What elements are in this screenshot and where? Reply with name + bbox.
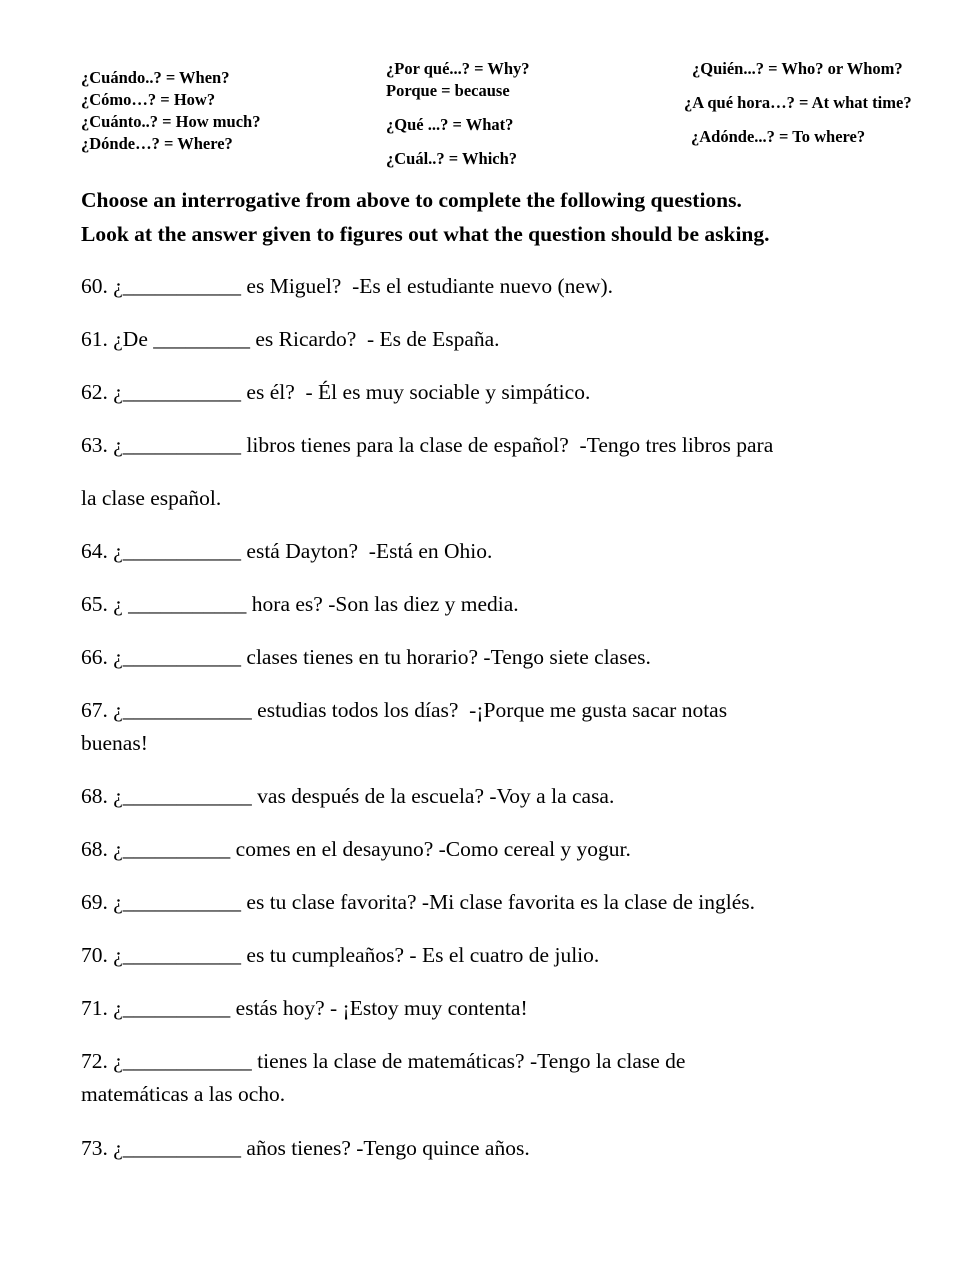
vocab-column-3 [684,58,912,148]
question-66: 66. ¿___________ clases tienes en tu horario? -Tengo siete clases. [81,645,651,669]
vocab-por-que: ¿Por qué...? = Why? [386,59,530,78]
vocab-a-que-hora: ¿A qué hora…? = At what time? [684,93,912,112]
vocab-cual: ¿Cuál..? = Which? [386,149,518,168]
question-61: 61. ¿De _________ es Ricardo? - Es de España. [81,327,500,351]
question-68b: 68. ¿__________ comes en el desayuno? -Como cereal y yogur. [81,837,631,861]
question-63: 63. ¿___________ libros tienes para la clase de español? -Tengo tres libros para [81,433,774,457]
question-62: 62. ¿___________ es él? - Él es muy sociable y simpático. [81,380,591,404]
vocab-cuando: ¿Cuándo..? = When? [81,68,230,87]
vocab-como: ¿Cómo…? = How? [81,90,216,109]
vocab-donde: ¿Dónde…? = Where? [81,134,233,153]
question-70: 70. ¿___________ es tu cumpleaños? - Es el cuatro de julio. [81,943,600,967]
question-71: 71. ¿__________ estás hoy? - ¡Estoy muy contenta! [81,996,528,1020]
vocab-column-2 [386,58,530,170]
question-64: 64. ¿___________ está Dayton? -Está en Ohio. [81,539,493,563]
question-69: 69. ¿___________ es tu clase favorita? -Mi clase favorita es la clase de inglés. [81,890,756,914]
question-72: 72. ¿____________ tienes la clase de matemáticas? -Tengo la clase de matemáticas a las ocho. [81,1049,686,1106]
vocab-cuanto: ¿Cuánto..? = How much? [81,112,261,131]
question-60: 60. ¿___________ es Miguel? -Es el estudiante nuevo (new). [81,274,613,298]
question-63-continued: la clase español. [81,486,222,510]
question-68a: 68. ¿____________ vas después de la escuela? -Voy a la casa. [81,784,615,808]
instructions [81,183,961,251]
instruction-line-2: Look at the answer given to figures out what the question should be asking. [81,222,770,246]
question-67: 67. ¿____________ estudias todos los días? -¡Porque me gusta sacar notas buenas! [81,698,728,755]
question-73: 73. ¿___________ años tienes? -Tengo quince años. [81,1136,530,1160]
vocab-quien: ¿Quién...? = Who? or Whom? [692,59,903,78]
vocab-column-1 [81,67,260,155]
question-65: 65. ¿ ___________ hora es? -Son las diez y media. [81,592,519,616]
instruction-line-1: Choose an interrogative from above to complete the following questions. [81,188,742,212]
vocab-que: ¿Qué ...? = What? [386,115,514,134]
vocab-adonde: ¿Adónde...? = To where? [691,127,866,146]
vocab-porque: Porque = because [386,81,510,100]
